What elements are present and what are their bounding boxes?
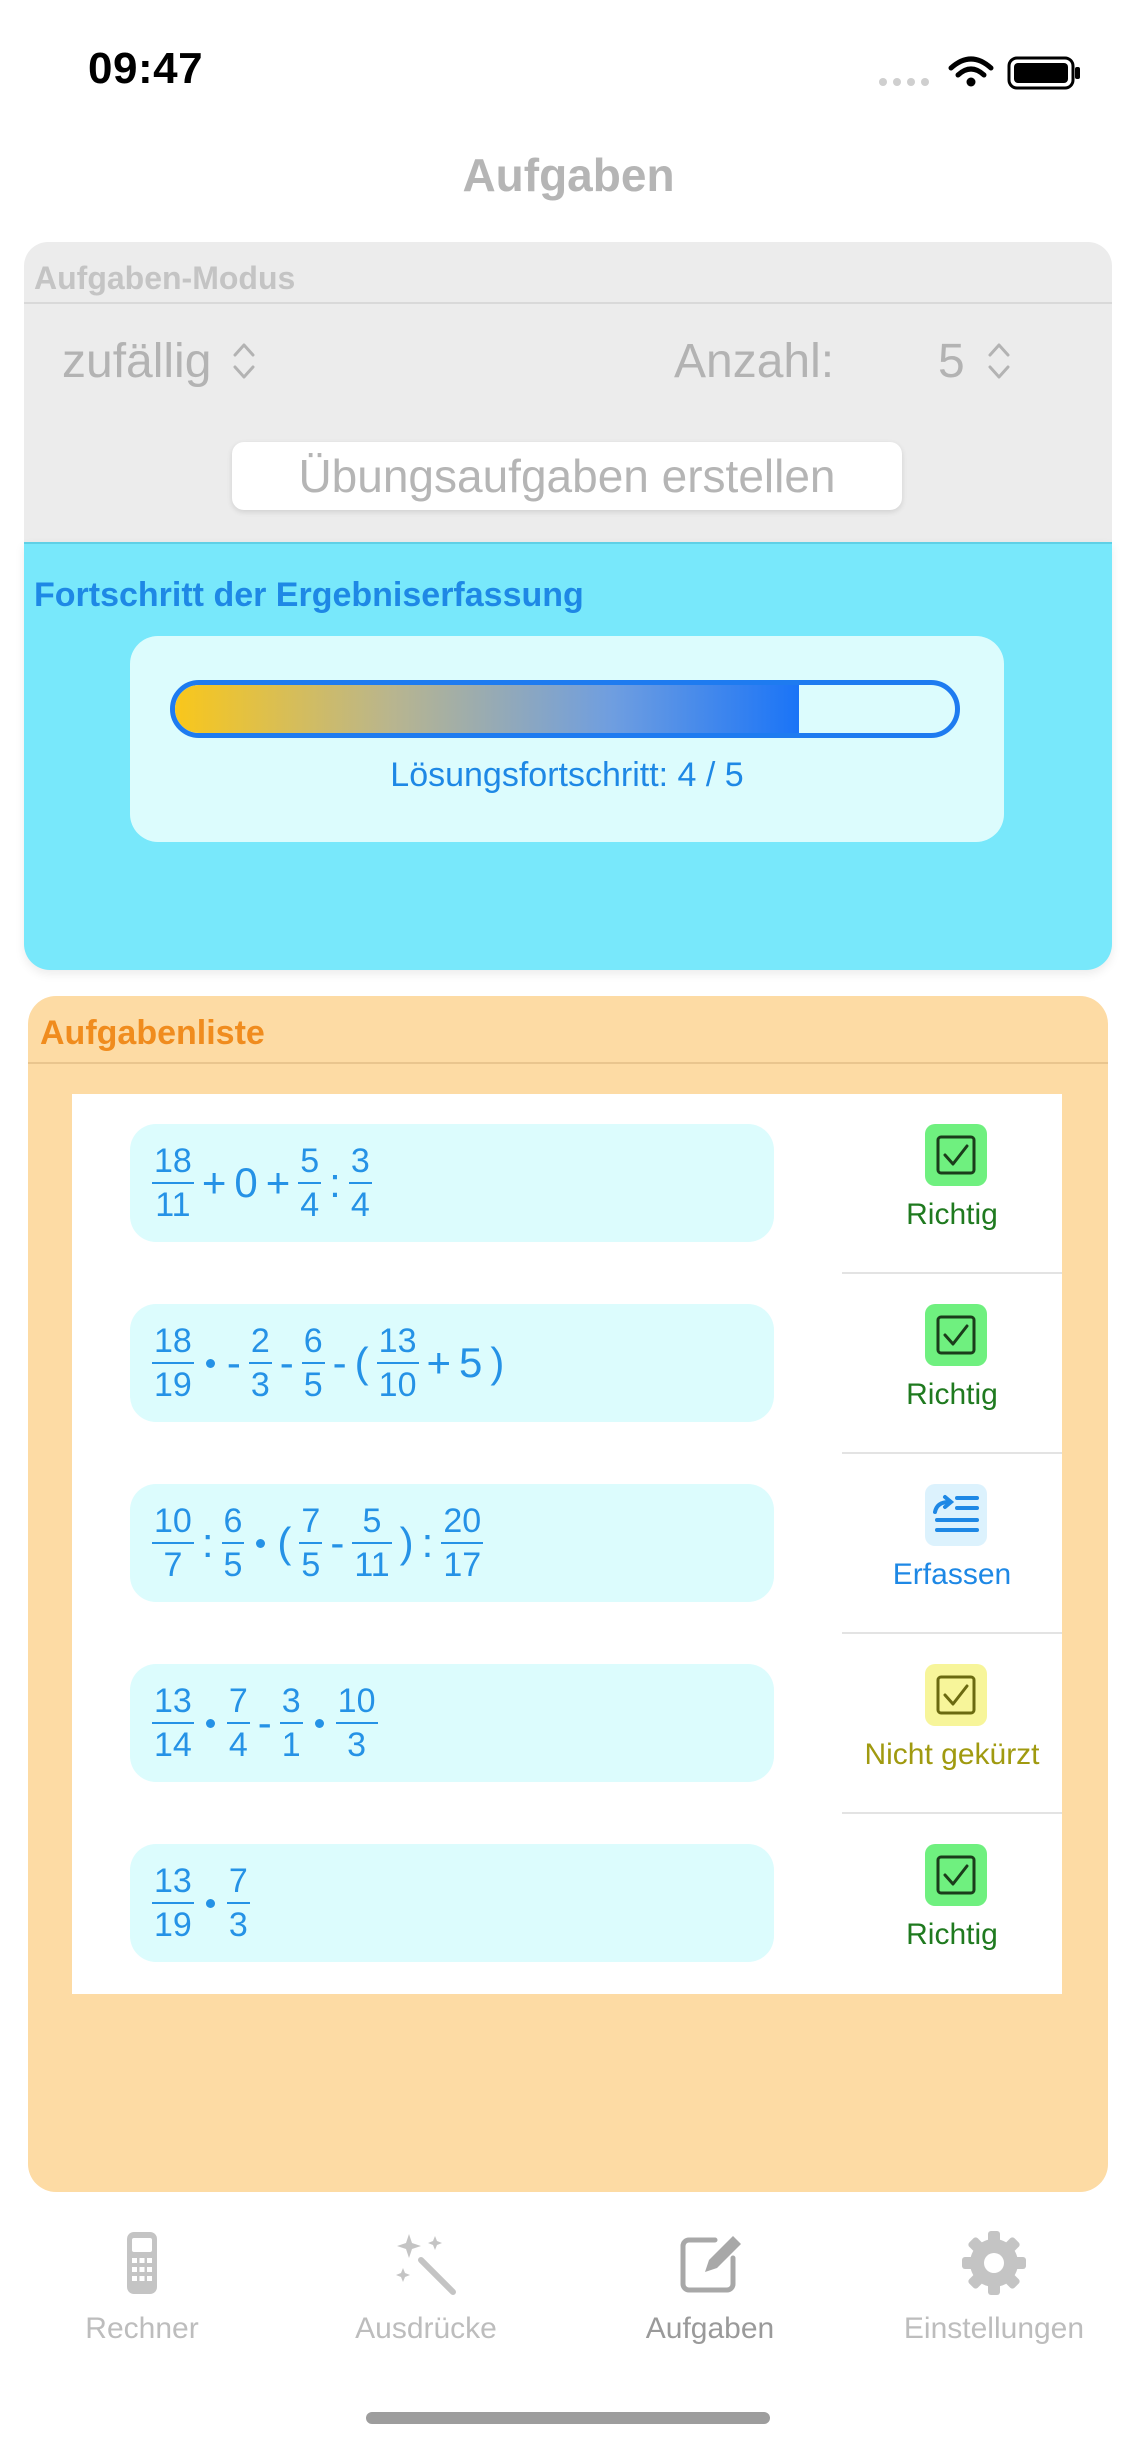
task-expression[interactable] — [130, 1664, 774, 1782]
fraction — [222, 1503, 245, 1583]
fraction-bar — [222, 1542, 245, 1544]
fraction-numerator: 5 — [300, 1142, 320, 1180]
fraction — [441, 1503, 483, 1583]
fraction-bar — [227, 1722, 250, 1724]
fraction-denominator: 5 — [303, 1366, 323, 1404]
operator: : — [201, 1519, 214, 1566]
status-label: Richtig — [906, 1918, 998, 1951]
fraction-denominator: 14 — [154, 1726, 192, 1764]
mode-select[interactable] — [62, 334, 257, 389]
task-row — [72, 1274, 1062, 1454]
fraction-denominator: 3 — [228, 1906, 248, 1944]
mode-select-value: zufällig — [62, 335, 212, 388]
fraction-denominator: 5 — [301, 1546, 321, 1584]
tab-calculator[interactable] — [0, 2228, 284, 2346]
operator: ( — [277, 1519, 292, 1566]
fraction-numerator: 3 — [350, 1142, 370, 1180]
tab-expressions[interactable] — [284, 2228, 568, 2346]
task-expression[interactable] — [130, 1304, 774, 1422]
task-row — [72, 1454, 1062, 1634]
expression-formula — [148, 1484, 487, 1602]
fraction-denominator: 7 — [163, 1546, 183, 1584]
gear-icon — [959, 2228, 1029, 2298]
tab-tasks[interactable] — [568, 2228, 852, 2346]
chevron-up-down-icon — [231, 339, 257, 383]
fraction-numerator: 13 — [378, 1322, 417, 1360]
operator: + — [201, 1159, 227, 1206]
multiply-dot — [206, 1359, 215, 1368]
fraction — [298, 1143, 321, 1223]
progress-bar — [170, 680, 960, 738]
fraction — [377, 1323, 419, 1403]
square-pencil-icon — [675, 2228, 745, 2298]
fraction-numerator: 6 — [303, 1322, 323, 1360]
fraction — [349, 1143, 372, 1223]
status-label: Richtig — [906, 1378, 998, 1411]
number: 5 — [459, 1339, 483, 1386]
cellular-signal-icon — [879, 78, 929, 86]
fraction-denominator: 4 — [350, 1186, 370, 1224]
page-title: Aufgaben — [462, 149, 675, 201]
fraction-numerator: 7 — [228, 1682, 248, 1720]
checkbox-warning-icon — [925, 1664, 987, 1726]
fraction-numerator: 13 — [154, 1682, 192, 1720]
fraction-numerator: 13 — [154, 1862, 192, 1900]
divider — [24, 302, 1112, 304]
operator: - — [226, 1339, 241, 1386]
fraction-bar — [152, 1362, 194, 1364]
fraction-bar — [152, 1542, 194, 1544]
fraction-denominator: 3 — [347, 1726, 367, 1764]
multiply-dot — [315, 1719, 324, 1728]
checkbox-checked-icon — [925, 1124, 987, 1186]
expression-formula — [148, 1304, 508, 1422]
progress-header: Fortschritt der Ergebniserfassung — [34, 576, 584, 614]
tab-settings-label: Einstellungen — [903, 2312, 1085, 2345]
fraction-denominator: 3 — [250, 1366, 270, 1404]
fraction-numerator: 2 — [250, 1322, 270, 1360]
progress-text: Lösungsfortschritt: 4 / 5 — [390, 756, 744, 794]
operator: - — [330, 1519, 345, 1566]
fraction-bar — [152, 1182, 194, 1184]
task-list — [72, 1094, 1062, 1994]
status-not-reduced-button[interactable] — [842, 1634, 1062, 1814]
fraction-bar — [302, 1362, 325, 1364]
fraction-denominator: 19 — [154, 1366, 192, 1404]
operator: ) — [490, 1339, 505, 1386]
mode-card — [24, 242, 1112, 542]
operator: ( — [354, 1339, 369, 1386]
operator: ) — [399, 1519, 414, 1566]
fraction-bar — [152, 1722, 194, 1724]
fraction — [152, 1503, 194, 1583]
task-list-header: Aufgabenliste — [40, 1014, 265, 1052]
count-label: Anzahl: — [674, 335, 835, 388]
wifi-icon — [951, 59, 991, 75]
fraction-bar — [152, 1902, 194, 1904]
battery-icon — [1009, 58, 1080, 88]
fraction-bar — [249, 1362, 272, 1364]
status-indicators — [875, 52, 1085, 92]
fraction-denominator: 10 — [378, 1366, 417, 1404]
multiply-dot — [256, 1539, 265, 1548]
home-indicator — [366, 2412, 770, 2424]
fraction-numerator: 7 — [301, 1502, 321, 1540]
fraction-bar — [299, 1542, 322, 1544]
task-row — [72, 1094, 1062, 1274]
fraction-denominator: 4 — [228, 1726, 248, 1764]
operator: : — [421, 1519, 434, 1566]
tab-calculator-label: Rechner — [85, 2312, 199, 2345]
task-expression[interactable] — [130, 1124, 774, 1242]
fraction — [152, 1323, 194, 1403]
fraction — [299, 1503, 322, 1583]
tab-expressions-label: Ausdrücke — [355, 2312, 497, 2345]
fraction-bar — [352, 1542, 391, 1544]
multiply-dot — [206, 1719, 215, 1728]
fraction-bar — [441, 1542, 483, 1544]
fraction-denominator: 11 — [155, 1186, 191, 1224]
fraction-denominator: 1 — [281, 1726, 301, 1764]
checkbox-checked-icon — [925, 1304, 987, 1366]
fraction — [352, 1503, 391, 1583]
fraction-numerator: 18 — [154, 1322, 192, 1360]
fraction-numerator: 7 — [228, 1862, 248, 1900]
count-select-value: 5 — [938, 335, 965, 388]
tab-settings[interactable] — [852, 2228, 1136, 2346]
progress-bar-fill — [175, 685, 799, 733]
status-time: 09:47 — [88, 44, 204, 93]
fraction — [152, 1143, 194, 1223]
operator: : — [329, 1159, 341, 1206]
operator: - — [332, 1339, 347, 1386]
fraction-denominator: 5 — [223, 1546, 243, 1584]
status-correct-button[interactable] — [842, 1274, 1062, 1454]
fraction — [336, 1683, 378, 1763]
tab-tasks-label: Aufgaben — [645, 2312, 775, 2345]
magic-wand-icon — [391, 2228, 461, 2298]
task-expression[interactable] — [130, 1484, 774, 1602]
fraction-bar — [349, 1182, 372, 1184]
checkbox-checked-icon — [925, 1844, 987, 1906]
fraction — [227, 1683, 250, 1763]
mode-header: Aufgaben-Modus — [34, 260, 296, 296]
fraction-numerator: 3 — [281, 1682, 301, 1720]
status-label: Erfassen — [892, 1558, 1012, 1591]
fraction — [249, 1323, 272, 1403]
fraction-bar — [227, 1902, 250, 1904]
status-label: Nicht gekürzt — [864, 1738, 1040, 1771]
fraction-bar — [377, 1362, 419, 1364]
fraction-numerator: 10 — [337, 1682, 376, 1720]
progress-panel — [130, 636, 1004, 842]
status-correct-button[interactable] — [842, 1094, 1062, 1274]
multiply-dot — [206, 1899, 215, 1908]
divider — [24, 542, 1112, 544]
expression-formula — [148, 1844, 254, 1962]
fraction-denominator: 4 — [300, 1186, 320, 1224]
fraction-bar — [298, 1182, 321, 1184]
fraction-bar — [280, 1722, 303, 1724]
task-row — [72, 1634, 1062, 1814]
status-correct-button[interactable] — [842, 1814, 1062, 1994]
count-select[interactable] — [938, 334, 1012, 389]
fraction-denominator: 11 — [354, 1546, 390, 1584]
fraction — [152, 1683, 194, 1763]
status-label: Richtig — [906, 1198, 998, 1231]
operator: + — [426, 1339, 452, 1386]
task-row — [72, 1814, 1062, 1994]
divider — [28, 1062, 1108, 1064]
fraction — [227, 1863, 250, 1943]
number: 0 — [234, 1159, 258, 1206]
fraction-denominator: 17 — [443, 1546, 482, 1584]
task-list-card — [28, 996, 1108, 2192]
enter-result-icon — [925, 1484, 987, 1546]
fraction — [152, 1863, 194, 1943]
fraction — [302, 1323, 325, 1403]
fraction — [280, 1683, 303, 1763]
fraction-numerator: 18 — [154, 1142, 192, 1180]
fraction-numerator: 10 — [154, 1502, 192, 1540]
fraction-numerator: 20 — [443, 1502, 482, 1540]
fraction-numerator: 5 — [362, 1502, 382, 1540]
calculator-icon — [107, 2228, 177, 2298]
operator: - — [279, 1339, 294, 1386]
fraction-bar — [336, 1722, 378, 1724]
create-exercises-button[interactable]: Übungsaufgaben erstellen — [232, 442, 902, 510]
progress-card — [24, 542, 1112, 970]
operator: + — [265, 1159, 291, 1206]
fraction-numerator: 6 — [223, 1502, 243, 1540]
expression-formula — [148, 1664, 382, 1782]
status-enter-button[interactable] — [842, 1454, 1062, 1634]
expression-formula — [148, 1124, 376, 1242]
operator: - — [257, 1699, 272, 1746]
fraction-denominator: 19 — [154, 1906, 192, 1944]
task-expression[interactable] — [130, 1844, 774, 1962]
chevron-up-down-icon — [986, 339, 1012, 383]
